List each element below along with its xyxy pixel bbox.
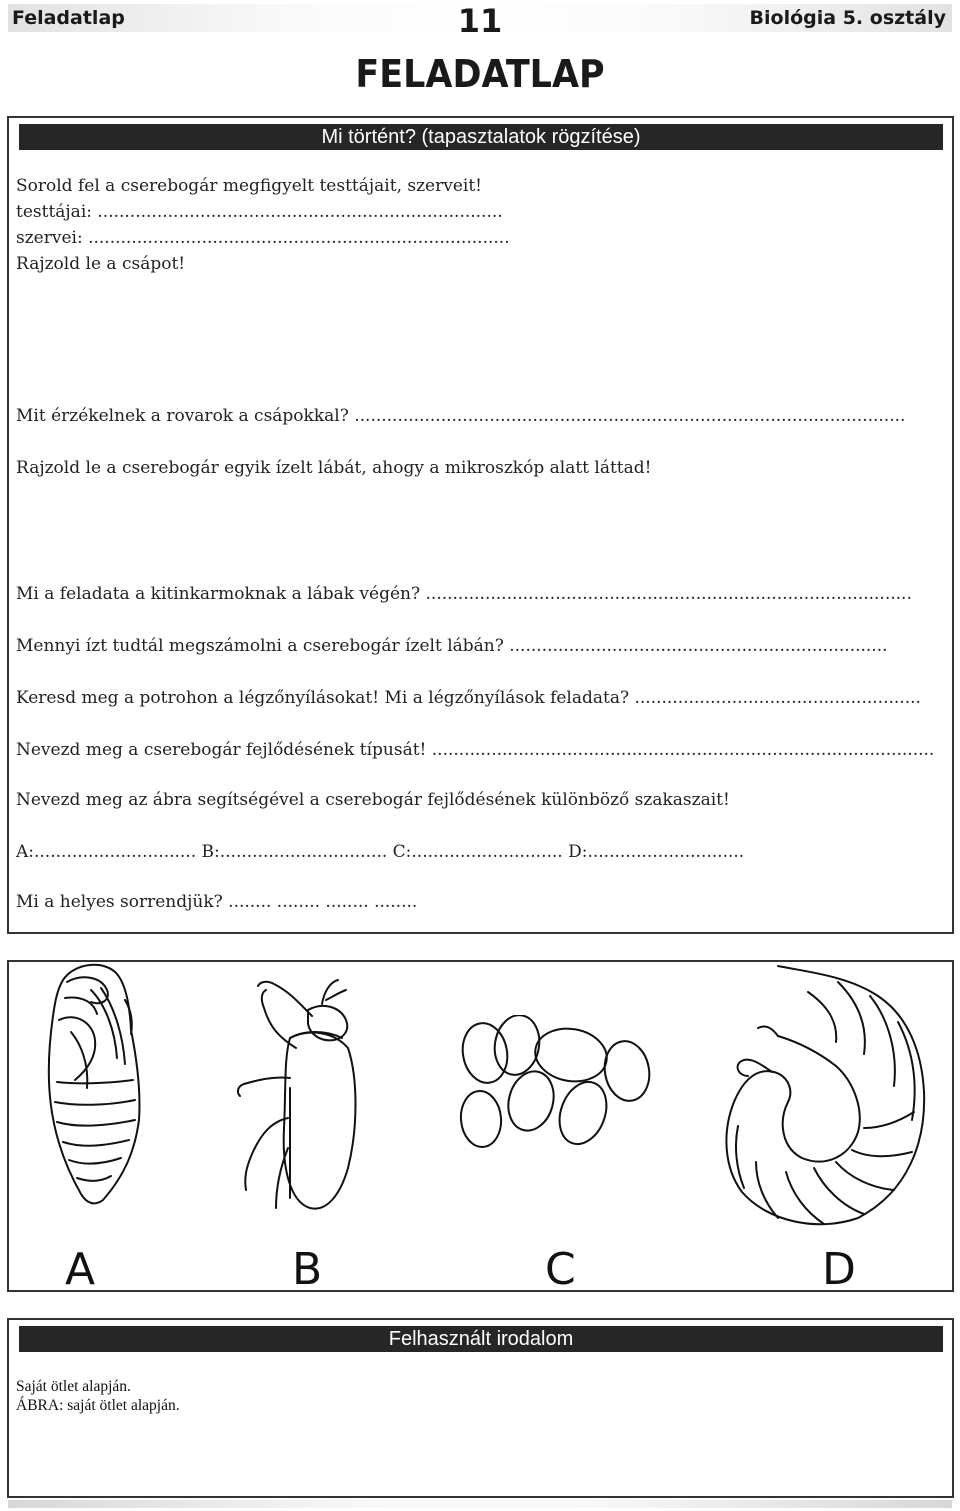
question-line: Nevezd meg az ábra segítségével a cserebogár fejlődésének különböző szakaszait!	[16, 790, 730, 810]
question-line: Sorold fel a cserebogár megfigyelt testtájait, szerveit!	[16, 176, 483, 196]
answer-line-organs: szervei: ..............................................................................	[16, 228, 510, 248]
question-line: Mit érzékelnek a rovarok a csápokkal? ......................................................................................................	[16, 406, 906, 426]
figure-label-d: D	[822, 1244, 856, 1295]
figure-label-c: C	[545, 1244, 576, 1295]
question-line: Rajzold le a csápot!	[16, 254, 186, 274]
page-title: FELADATLAP	[355, 52, 605, 96]
figure-label-a: A	[65, 1244, 96, 1295]
answer-line-stages: A:.............................. B:............................... C:............................ D:.............................	[16, 842, 745, 862]
pupa-drawing-icon	[35, 960, 155, 1210]
answer-line-body-regions: testtájai: ...........................................................................	[16, 202, 503, 222]
header-right-label: Biológia 5. osztály	[749, 7, 946, 29]
figure-label-b: B	[292, 1244, 323, 1295]
section-heading-observations: Mi történt? (tapasztalatok rögzítése)	[19, 124, 943, 150]
header-left-label: Feladatlap	[12, 7, 125, 29]
question-line: Nevezd meg a cserebogár fejlődésének típusát! .............................................................................................	[16, 740, 935, 760]
eggs-drawing-icon	[455, 1015, 655, 1155]
question-line: Mi a feladata a kitinkarmoknak a lábak végén? ..........................................................................................	[16, 584, 912, 604]
adult-beetle-drawing-icon	[230, 968, 360, 1218]
reference-line: Saját ötlet alapján.	[16, 1378, 131, 1395]
question-line: Rajzold le a cserebogár egyik ízelt lábát, ahogy a mikroszkóp alatt láttad!	[16, 458, 652, 478]
question-line: Mennyi ízt tudtál megszámolni a cserebogár ízelt lábán? ......................................................................	[16, 636, 888, 656]
larva-drawing-icon	[718, 962, 938, 1232]
question-line: Mi a helyes sorrendjük? ........ ........ ........ ........	[16, 892, 418, 912]
footer-bar	[8, 1500, 952, 1508]
section-heading-references: Felhasznált irodalom	[19, 1326, 943, 1352]
page-number: 11	[457, 2, 503, 40]
reference-line: ÁBRA: saját ötlet alapján.	[16, 1397, 180, 1414]
question-line: Keresd meg a potrohon a légzőnyílásokat! Mi a légzőnyílások feladata? .....................................................	[16, 688, 921, 708]
